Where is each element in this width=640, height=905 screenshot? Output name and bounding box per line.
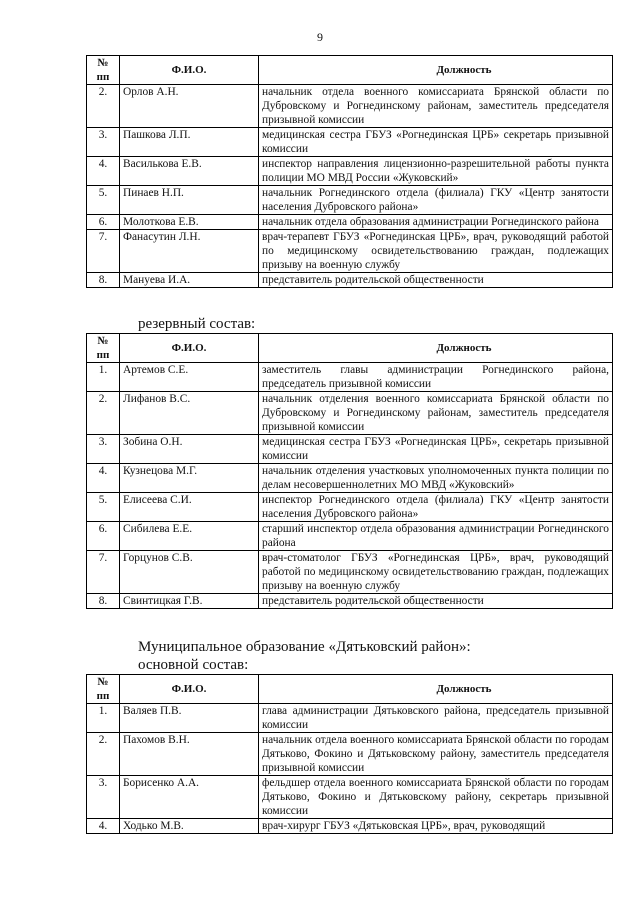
row-number: 7.	[87, 230, 120, 273]
table-row	[87, 363, 613, 392]
table-row	[87, 230, 613, 273]
member-name: Пинаев Н.П.	[120, 186, 259, 215]
table-row	[87, 733, 613, 776]
member-name: Молоткова Е.В.	[120, 215, 259, 230]
row-number: 4.	[87, 157, 120, 186]
table-row	[87, 776, 613, 819]
member-position: представитель родительской общественности	[259, 594, 613, 609]
main-commission-table	[86, 55, 613, 288]
municipality-label: Муниципальное образование «Дятьковский район»:	[138, 639, 471, 655]
table-row	[87, 157, 613, 186]
member-position: врач-терапевт ГБУЗ «Рогнединская ЦРБ», врач, руководящий работой по медицинскому освидетельствованию граждан, подлежащих призыву на военную службу	[259, 230, 613, 273]
row-number: 4.	[87, 464, 120, 493]
member-name: Лифанов В.С.	[120, 392, 259, 435]
table-row	[87, 435, 613, 464]
row-number: 3.	[87, 776, 120, 819]
row-number: 2.	[87, 733, 120, 776]
row-number: 6.	[87, 215, 120, 230]
header-name: Ф.И.О.	[120, 675, 259, 704]
main-label: основной состав:	[138, 657, 249, 673]
header-position: Должность	[259, 675, 613, 704]
member-position: врач-хирург ГБУЗ «Дятьковская ЦРБ», врач, руководящий	[259, 819, 613, 834]
member-name: Пахомов В.Н.	[120, 733, 259, 776]
table-row	[87, 704, 613, 733]
member-name: Артемов С.Е.	[120, 363, 259, 392]
member-position: инспектор Рогнединского отдела (филиала) ГКУ «Центр занятости населения Дубровского района»	[259, 493, 613, 522]
header-num: № пп	[87, 675, 120, 704]
row-number: 3.	[87, 128, 120, 157]
row-number: 8.	[87, 594, 120, 609]
table-row	[87, 186, 613, 215]
member-name: Фанасутин Л.Н.	[120, 230, 259, 273]
member-name: Кузнецова М.Г.	[120, 464, 259, 493]
member-position: медицинская сестра ГБУЗ «Рогнединская ЦРБ» секретарь призывной комиссии	[259, 128, 613, 157]
header-position: Должность	[259, 56, 613, 85]
page-number: 9	[317, 30, 323, 44]
row-number: 6.	[87, 522, 120, 551]
member-name: Ходько М.В.	[120, 819, 259, 834]
table-row	[87, 493, 613, 522]
member-name: Мануева И.А.	[120, 273, 259, 288]
member-name: Василькова Е.В.	[120, 157, 259, 186]
table-row	[87, 594, 613, 609]
member-name: Орлов А.Н.	[120, 85, 259, 128]
table-row	[87, 819, 613, 834]
member-position: глава администрации Дятьковского района, председатель призывной комиссии	[259, 704, 613, 733]
row-number: 5.	[87, 493, 120, 522]
member-position: начальник отдела образования администрации Рогнединского района	[259, 215, 613, 230]
member-name: Валяев П.В.	[120, 704, 259, 733]
row-number: 4.	[87, 819, 120, 834]
member-name: Пашкова Л.П.	[120, 128, 259, 157]
row-number: 5.	[87, 186, 120, 215]
member-name: Зобина О.Н.	[120, 435, 259, 464]
row-number: 3.	[87, 435, 120, 464]
header-position: Должность	[259, 334, 613, 363]
table-row	[87, 273, 613, 288]
member-name: Горцунов С.В.	[120, 551, 259, 594]
table-row	[87, 85, 613, 128]
member-position: врач-стоматолог ГБУЗ «Рогнединская ЦРБ», врач, руководящий работой по медицинскому освидетельствованию граждан, подлежащих призыву на военную службу	[259, 551, 613, 594]
member-name: Сибилева Е.Е.	[120, 522, 259, 551]
member-position: представитель родительской общественности	[259, 273, 613, 288]
member-position: начальник отделения военного комиссариата Брянской области по Дубровскому и Рогнединскому районам, заместитель председателя призывной комиссии	[259, 392, 613, 435]
row-number: 1.	[87, 704, 120, 733]
dyatkovo-commission-table	[86, 674, 613, 834]
table-row	[87, 464, 613, 493]
header-num: № пп	[87, 56, 120, 85]
row-number: 2.	[87, 85, 120, 128]
table-row	[87, 392, 613, 435]
member-position: медицинская сестра ГБУЗ «Рогнединская ЦРБ», секретарь призывной комиссии	[259, 435, 613, 464]
member-name: Свинтицкая Г.В.	[120, 594, 259, 609]
row-number: 8.	[87, 273, 120, 288]
member-position: заместитель главы администрации Рогнединского района, председатель призывной комиссии	[259, 363, 613, 392]
row-number: 7.	[87, 551, 120, 594]
table-row	[87, 522, 613, 551]
member-position: фельдшер отдела военного комиссариата Брянской области по городам Дятьково, Фокино и Дятьковскому району, секретарь призывной комиссии	[259, 776, 613, 819]
member-position: старший инспектор отдела образования администрации Рогнединского района	[259, 522, 613, 551]
row-number: 2.	[87, 392, 120, 435]
reserve-label: резервный состав:	[138, 316, 256, 332]
member-position: начальник отдела военного комиссариата Брянской области по городам Дятьково, Фокино и Дятьковскому району, заместитель председателя призывной комиссии	[259, 733, 613, 776]
header-name: Ф.И.О.	[120, 334, 259, 363]
row-number: 1.	[87, 363, 120, 392]
member-name: Елисеева С.И.	[120, 493, 259, 522]
table-row	[87, 215, 613, 230]
table-row	[87, 128, 613, 157]
header-name: Ф.И.О.	[120, 56, 259, 85]
member-position: начальник отдела военного комиссариата Брянской области по Дубровскому и Рогнединскому районам, заместитель председателя призывной комиссии	[259, 85, 613, 128]
member-position: начальник Рогнединского отдела (филиала) ГКУ «Центр занятости населения Дубровского района»	[259, 186, 613, 215]
header-num: № пп	[87, 334, 120, 363]
table-row	[87, 551, 613, 594]
member-position: начальник отделения участковых уполномоченных пункта полиции по делам несовершеннолетних МО МВД «Жуковский»	[259, 464, 613, 493]
member-name: Борисенко А.А.	[120, 776, 259, 819]
member-position: инспектор направления лицензионно-разрешительной работы пункта полиции МО МВД России «Жуковский»	[259, 157, 613, 186]
reserve-commission-table	[86, 333, 613, 609]
